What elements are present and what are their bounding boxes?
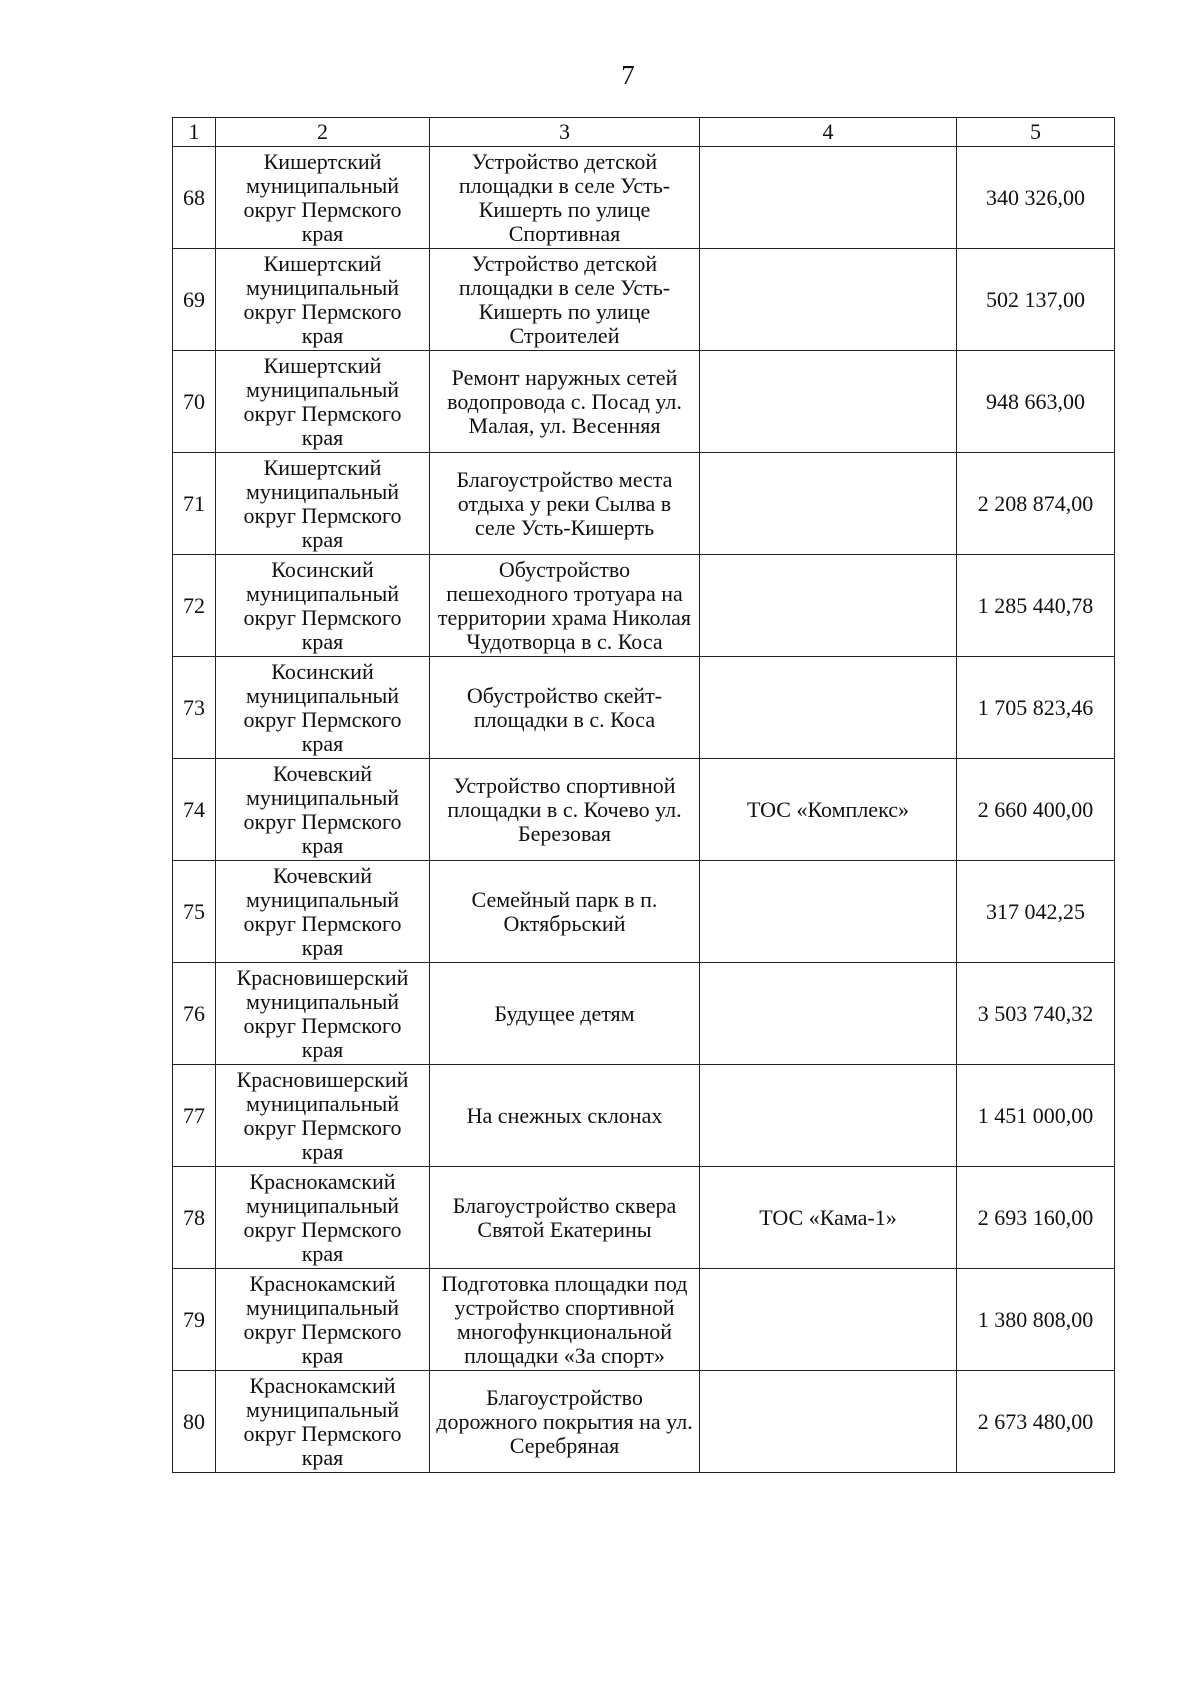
table-row: [173, 963, 1115, 1065]
table-row: [173, 147, 1115, 249]
table-row: [173, 1065, 1115, 1167]
district-cell: Красновишерский муниципальный округ Пермского края: [216, 1065, 430, 1167]
row-number: 76: [173, 963, 216, 1065]
project-cell: Обустройство скейт-площадки в с. Коса: [430, 657, 700, 759]
initiator-cell: [700, 861, 957, 963]
amount-cell: 2 693 160,00: [957, 1167, 1115, 1269]
district-cell: Кочевский муниципальный округ Пермского края: [216, 759, 430, 861]
project-cell: Ремонт наружных сетей водопровода с. Посад ул. Малая, ул. Весенняя: [430, 351, 700, 453]
district-cell: Кишертский муниципальный округ Пермского края: [216, 453, 430, 555]
table-row: [173, 1167, 1115, 1269]
row-number: 75: [173, 861, 216, 963]
initiator-cell: [700, 351, 957, 453]
initiator-cell: [700, 249, 957, 351]
row-number: 77: [173, 1065, 216, 1167]
initiator-cell: [700, 657, 957, 759]
row-number: 73: [173, 657, 216, 759]
table-row: [173, 555, 1115, 657]
district-cell: Косинский муниципальный округ Пермского края: [216, 657, 430, 759]
district-cell: Кишертский муниципальный округ Пермского края: [216, 147, 430, 249]
initiator-cell: [700, 147, 957, 249]
amount-cell: 948 663,00: [957, 351, 1115, 453]
project-cell: На снежных склонах: [430, 1065, 700, 1167]
initiator-cell: [700, 555, 957, 657]
table-row: [173, 1371, 1115, 1473]
row-number: 78: [173, 1167, 216, 1269]
column-header-3: 3: [430, 118, 700, 147]
initiator-cell: [700, 1371, 957, 1473]
row-number: 72: [173, 555, 216, 657]
row-number: 79: [173, 1269, 216, 1371]
row-number: 68: [173, 147, 216, 249]
project-cell: Семейный парк в п. Октябрьский: [430, 861, 700, 963]
column-header-2: 2: [216, 118, 430, 147]
project-cell: Устройство спортивной площадки в с. Кочево ул. Березовая: [430, 759, 700, 861]
project-cell: Благоустройство сквера Святой Екатерины: [430, 1167, 700, 1269]
amount-cell: 1 705 823,46: [957, 657, 1115, 759]
table-row: [173, 759, 1115, 861]
initiator-cell: [700, 1065, 957, 1167]
project-cell: Обустройство пешеходного тротуара на территории храма Николая Чудотворца в с. Коса: [430, 555, 700, 657]
district-cell: Краснокамский муниципальный округ Пермского края: [216, 1371, 430, 1473]
initiator-cell: [700, 453, 957, 555]
district-cell: Кочевский муниципальный округ Пермского края: [216, 861, 430, 963]
table-header-row: [173, 118, 1115, 147]
amount-cell: 1 380 808,00: [957, 1269, 1115, 1371]
amount-cell: 317 042,25: [957, 861, 1115, 963]
projects-table: [172, 117, 1115, 1473]
amount-cell: 1 451 000,00: [957, 1065, 1115, 1167]
project-cell: Устройство детской площадки в селе Усть-Кишерть по улице Спортивная: [430, 147, 700, 249]
column-header-4: 4: [700, 118, 957, 147]
row-number: 80: [173, 1371, 216, 1473]
table-row: [173, 453, 1115, 555]
district-cell: Красновишерский муниципальный округ Пермского края: [216, 963, 430, 1065]
initiator-cell: ТОС «Комплекс»: [700, 759, 957, 861]
district-cell: Косинский муниципальный округ Пермского края: [216, 555, 430, 657]
project-cell: Подготовка площадки под устройство спортивной многофункциональной площадки «За спорт»: [430, 1269, 700, 1371]
table-row: [173, 351, 1115, 453]
table-row: [173, 249, 1115, 351]
amount-cell: 3 503 740,32: [957, 963, 1115, 1065]
row-number: 71: [173, 453, 216, 555]
amount-cell: 1 285 440,78: [957, 555, 1115, 657]
project-cell: Благоустройство дорожного покрытия на ул. Серебряная: [430, 1371, 700, 1473]
column-header-1: 1: [173, 118, 216, 147]
page-number: 7: [621, 60, 635, 90]
initiator-cell: [700, 963, 957, 1065]
table-row: [173, 1269, 1115, 1371]
initiator-cell: ТОС «Кама-1»: [700, 1167, 957, 1269]
amount-cell: 2 208 874,00: [957, 453, 1115, 555]
district-cell: Кишертский муниципальный округ Пермского края: [216, 351, 430, 453]
row-number: 69: [173, 249, 216, 351]
district-cell: Кишертский муниципальный округ Пермского края: [216, 249, 430, 351]
column-header-5: 5: [957, 118, 1115, 147]
table-row: [173, 861, 1115, 963]
project-cell: Будущее детям: [430, 963, 700, 1065]
district-cell: Краснокамский муниципальный округ Пермского края: [216, 1269, 430, 1371]
district-cell: Краснокамский муниципальный округ Пермского края: [216, 1167, 430, 1269]
project-cell: Устройство детской площадки в селе Усть-Кишерть по улице Строителей: [430, 249, 700, 351]
amount-cell: 2 673 480,00: [957, 1371, 1115, 1473]
amount-cell: 502 137,00: [957, 249, 1115, 351]
project-cell: Благоустройство места отдыха у реки Сылва в селе Усть-Кишерть: [430, 453, 700, 555]
table-body: [173, 147, 1115, 1473]
table-row: [173, 657, 1115, 759]
row-number: 70: [173, 351, 216, 453]
row-number: 74: [173, 759, 216, 861]
amount-cell: 2 660 400,00: [957, 759, 1115, 861]
initiator-cell: [700, 1269, 957, 1371]
amount-cell: 340 326,00: [957, 147, 1115, 249]
